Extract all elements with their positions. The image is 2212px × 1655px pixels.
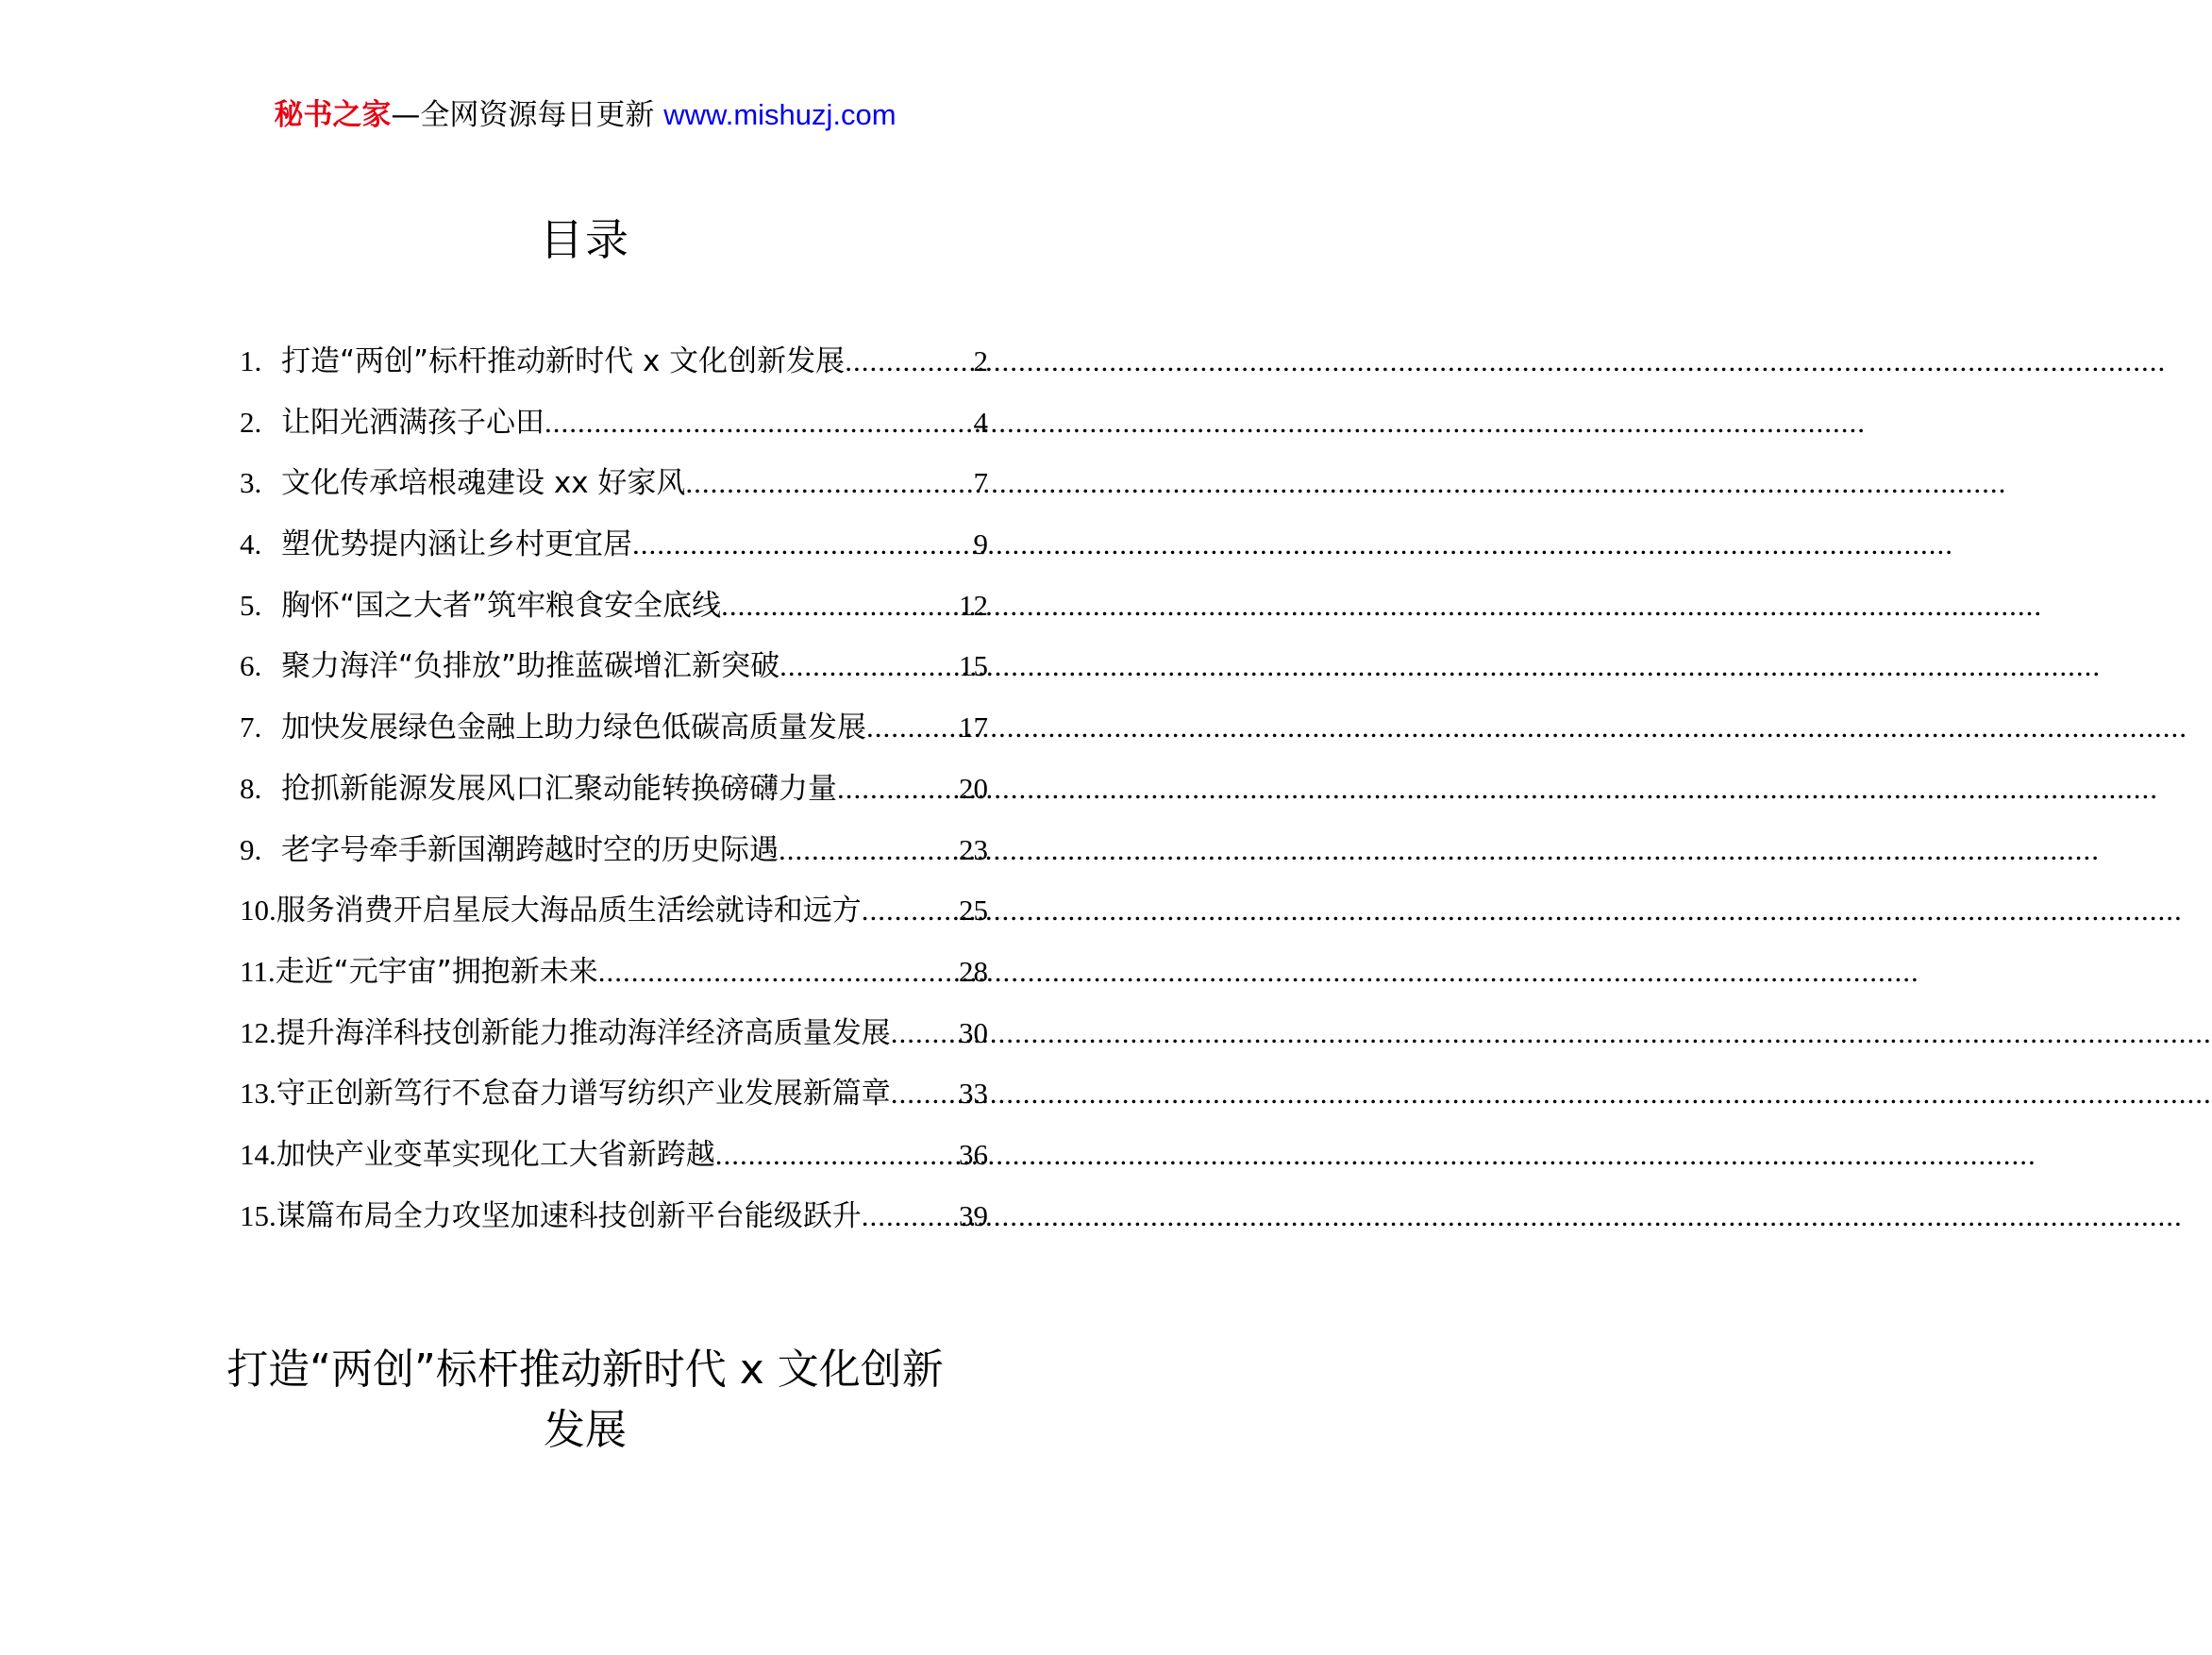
toc-entry-number: 15. xyxy=(240,1198,276,1232)
toc-entry-page: 15 xyxy=(959,649,988,683)
toc-entry-title: 服务消费开启星辰大海品质生活绘就诗和远方 xyxy=(276,894,862,928)
toc-entry-number: 7. xyxy=(240,710,262,744)
toc-dot-leader xyxy=(779,649,957,683)
toc-entry[interactable] xyxy=(240,703,988,764)
toc-entry-title: 打造“两创”标杆推动新时代 x 文化创新发展 xyxy=(281,344,846,378)
toc-entry-page: 33 xyxy=(959,1077,988,1111)
toc-entry-page: 25 xyxy=(959,894,988,928)
toc-dot-leader xyxy=(891,1077,957,1111)
toc-entry-page: 12 xyxy=(959,588,988,622)
toc-entry[interactable] xyxy=(240,581,988,643)
toc-entry[interactable] xyxy=(240,520,988,581)
toc-entry-title: 抢抓新能源发展风口汇聚动能转换磅礴力量 xyxy=(281,771,837,806)
toc-entry[interactable] xyxy=(240,1192,988,1253)
toc-entry-title: 加快产业变革实现化工大省新跨越 xyxy=(276,1137,715,1172)
toc-entry[interactable] xyxy=(240,337,988,398)
toc-dot-leader xyxy=(715,1138,957,1172)
toc-entry-title: 塑优势提内涵让乡村更宜居 xyxy=(281,527,632,562)
toc-entry[interactable] xyxy=(240,1069,988,1130)
toc-entry-page: 17 xyxy=(959,710,988,744)
toc-entry-number: 1. xyxy=(240,344,262,377)
toc-entry-title: 提升海洋科技创新能力推动海洋经济高质量发展 xyxy=(276,1015,891,1050)
table-of-contents xyxy=(240,337,988,1252)
toc-entry-page: 4 xyxy=(973,405,988,439)
toc-entry-number: 6. xyxy=(240,649,262,683)
toc-entry[interactable] xyxy=(240,398,988,460)
toc-dot-leader xyxy=(845,344,971,378)
article-title-line: 发展 xyxy=(544,1406,627,1454)
toc-entry-title: 加快发展绿色金融上助力绿色低碳高质量发展 xyxy=(281,710,866,745)
toc-dot-leader xyxy=(598,955,957,989)
toc-entry-number: 14. xyxy=(240,1137,276,1171)
toc-dot-leader xyxy=(545,406,972,440)
site-url-link[interactable]: www.mishuzj.com xyxy=(663,98,897,131)
toc-entry-page: 23 xyxy=(959,832,988,866)
toc-entry[interactable] xyxy=(240,459,988,520)
toc-dot-leader xyxy=(721,589,957,623)
article-title-line: 打造“两创”标杆推动新时代 x 文化创新 xyxy=(226,1346,944,1394)
toc-dot-leader xyxy=(837,772,957,806)
toc-entry[interactable] xyxy=(240,642,988,703)
toc-dot-leader xyxy=(685,466,971,500)
toc-entry-number: 8. xyxy=(240,771,262,805)
toc-dot-leader xyxy=(862,1199,957,1233)
toc-dot-leader xyxy=(779,833,957,867)
toc-entry-number: 9. xyxy=(240,832,262,866)
toc-title: 目录 xyxy=(540,214,630,265)
toc-entry[interactable] xyxy=(240,826,988,887)
toc-entry-number: 13. xyxy=(240,1077,276,1111)
toc-entry-page: 39 xyxy=(959,1198,988,1232)
toc-entry-title: 老字号牵手新国潮跨越时空的历史际遇 xyxy=(281,832,779,867)
toc-dot-leader xyxy=(862,894,957,928)
toc-entry-number: 4. xyxy=(240,527,262,561)
toc-entry-number: 3. xyxy=(240,466,262,500)
toc-entry-title: 聚力海洋“负排放”助推蓝碳增汇新突破 xyxy=(281,649,780,684)
toc-entry-number: 2. xyxy=(240,405,262,439)
toc-entry-title: 走近“元宇宙”拥抱新未来 xyxy=(275,954,598,989)
toc-entry-number: 5. xyxy=(240,588,262,622)
site-tagline: —全网资源每日更新 xyxy=(391,98,664,132)
toc-entry-page: 20 xyxy=(959,771,988,805)
toc-dot-leader xyxy=(891,1016,957,1050)
toc-entry[interactable] xyxy=(240,1009,988,1070)
toc-entry-number: 11. xyxy=(240,954,276,988)
toc-entry[interactable] xyxy=(240,947,988,1009)
toc-entry-page: 28 xyxy=(959,954,988,988)
toc-entry-title: 胸怀“国之大者”筑牢粮食安全底线 xyxy=(281,588,722,623)
toc-entry-page: 7 xyxy=(973,466,988,500)
toc-entry-page: 30 xyxy=(959,1015,988,1049)
toc-dot-leader xyxy=(632,527,972,561)
site-brand: 秘书之家 xyxy=(274,98,392,132)
toc-entry-title: 让阳光洒满孩子心田 xyxy=(281,405,545,440)
toc-entry-title: 谋篇布局全力攻坚加速科技创新平台能级跃升 xyxy=(276,1198,862,1233)
toc-entry[interactable] xyxy=(240,764,988,826)
toc-entry-number: 10. xyxy=(240,894,276,928)
site-header xyxy=(0,94,1170,136)
toc-entry-page: 2 xyxy=(973,344,988,377)
toc-entry-title: 守正创新笃行不怠奋力谱写纺织产业发展新篇章 xyxy=(276,1077,891,1112)
toc-entry[interactable] xyxy=(240,1130,988,1192)
toc-entry-page: 36 xyxy=(959,1137,988,1171)
article-title xyxy=(160,1340,1010,1461)
toc-entry-page: 9 xyxy=(973,527,988,561)
toc-entry[interactable] xyxy=(240,886,988,947)
toc-dot-leader xyxy=(866,710,957,744)
toc-entry-title: 文化传承培根魂建设 xx 好家风 xyxy=(281,466,686,501)
toc-entry-number: 12. xyxy=(240,1015,276,1049)
